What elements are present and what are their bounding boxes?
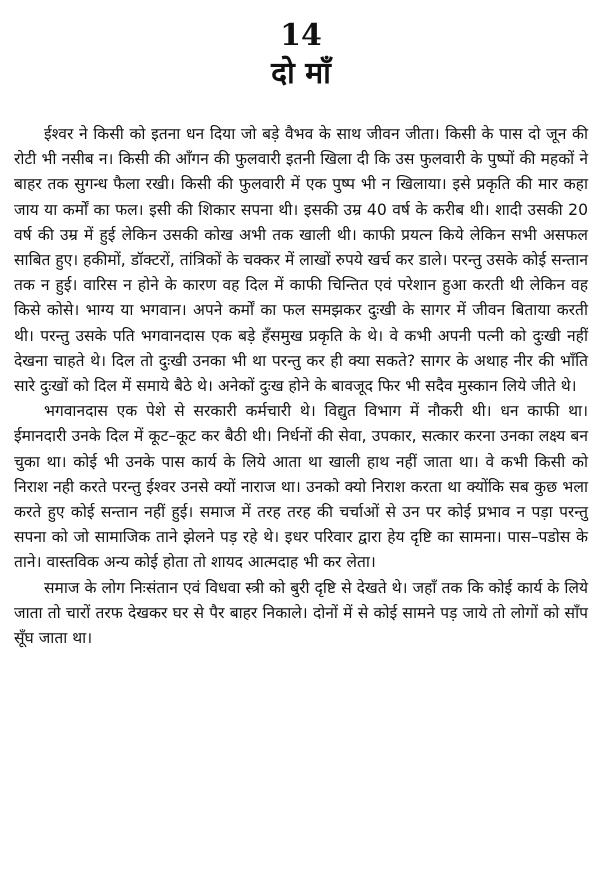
paragraph-2: भगवानदास एक पेशे से सरकारी कर्मचारी थे। विद्युत विभाग में नौकरी थी। धन काफी था। ईमानदारी उनके दिल में कूट–कूट कर बैठी थी। निर्धनों की सेवा, उपकार, सत्कार करना उनका लक्ष्य बन चुका था। कोई भी उनके पास कार्य के लिये आता था खाली हाथ नहीं जाता था। वे कभी किसी को निराश नही करते परन्तु ईश्वर उनसे क्यों नाराज था। उनको क्यो निराश करता था क्योंकि सब कुछ भला करते हुए कोई सन्तान नहीं हुई। समाज में तरह तरह की चर्चाओं से उन पर कोई प्रभाव न पड़ा परन्तु सपना को जो सामाजिक ताने झेलने पड़ रहे थे। इधर परिवार द्वारा हेय दृष्टि का सामना। पास–पडोस के ताने। वास्तविक अन्य कोई होता तो शायद आत्मदाह भी कर लेता।: [14, 402, 588, 572]
chapter-number: 14: [280, 18, 322, 53]
paragraph-1: ईश्वर ने किसी को इतना धन दिया जो बड़े वैभव के साथ जीवन जीता। किसी के पास दो जून की रोटी भी नसीब न। किसी की आँगन की फुलवारी इतनी खिला दी कि उस फुलवारी के पुष्पों की महकों ने बाहर तक सुगन्ध फैला रखी। किसी की फुलवारी में एक पुष्प भी न खिलाया। इसे प्रकृति की मार कहा जाय या कर्मों का फल। इसी की शिकार सपना थी। इसकी उम्र 40 वर्ष के करीब थी। शादी उसकी 20 वर्ष की उम्र में हुई लेकिन उसकी कोख अभी तक खाली थी। काफी प्रयत्न किये लेकिन सभी असफल साबित हुए। हकीमों, डॉक्टरों, तांत्रिकों के चक्कर में लाखों रुपये खर्च कर डाले। परन्तु उसके कोई सन्तान तक न हुई। वारिस न होने के कारण वह दिल में काफी चिन्तित एवं परेशान हुआ करती थी लेकिन वह किसे कोसे। भाग्य या भगवान। अपने कर्मों का फल समझकर दुःखी के सागर में जीवन बिताया करती थी। परन्तु उसके पति भगवानदास एक बड़े हँसमुख प्रकृति के थे। वे कभी अपनी पत्नी को दुःखी नहीं देखना चाहते थे। दिल तो दुःखी उनका भी था परन्तु कर ही क्या सकते? सागर के अथाह नीर की भाँति सारे दुःखों को दिल में समाये बैठे थे। अनेकों दुःख होने के बावजूद फिर भी सदैव मुस्कान लिये जीते थे।: [14, 125, 589, 396]
chapter-body: [14, 122, 588, 651]
chapter-title: दो माँ: [271, 56, 331, 91]
paragraph-3: समाज के लोग निःसंतान एवं विधवा स्त्री को बुरी दृष्टि से देखते थे। जहाँ तक कि कोई कार्य के लिये जाता तो चारों तरफ देखकर घर से पैर बाहर निकाले। दोनों में से कोई सामने पड़ जाये तो लोगों को साँप सूँघ जाता था।: [14, 578, 588, 648]
